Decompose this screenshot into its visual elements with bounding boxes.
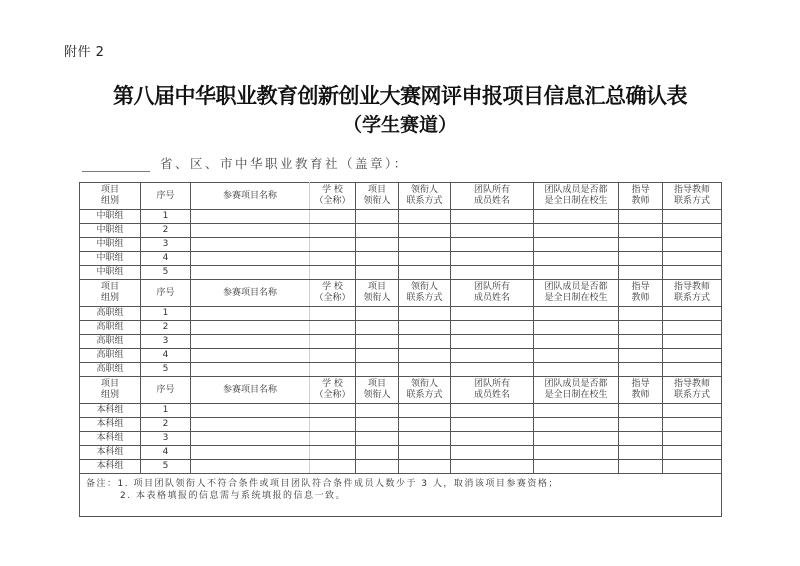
- cell-advisor-contact-input[interactable]: [663, 238, 722, 252]
- cell-advisor-input[interactable]: [619, 210, 663, 224]
- cell-leader-contact-input[interactable]: [399, 321, 451, 335]
- remarks-cell: [80, 474, 722, 517]
- header-seq: 序号: [141, 280, 191, 307]
- cell-project-name-input[interactable]: [191, 363, 310, 377]
- cell-seq: 4: [141, 349, 191, 363]
- cell-members-input[interactable]: [451, 238, 534, 252]
- cell-advisor-contact-input[interactable]: [663, 363, 722, 377]
- cell-project-name-input[interactable]: [191, 266, 310, 280]
- cell-fulltime-input[interactable]: [534, 446, 619, 460]
- cell-school-input[interactable]: [310, 432, 356, 446]
- attachment-label: 附件 2: [64, 45, 105, 60]
- cell-leader-input[interactable]: [356, 238, 399, 252]
- cell-members-input[interactable]: [451, 266, 534, 280]
- cell-group: 中职组: [80, 252, 141, 266]
- cell-fulltime-input[interactable]: [534, 418, 619, 432]
- province-line: [82, 154, 409, 172]
- header-advisor-contact: 指导教师 联系方式: [663, 280, 722, 307]
- cell-project-name-input[interactable]: [191, 307, 310, 321]
- cell-advisor-contact-input[interactable]: [663, 404, 722, 418]
- cell-advisor-contact-input[interactable]: [663, 252, 722, 266]
- cell-members-input[interactable]: [451, 363, 534, 377]
- cell-fulltime-input[interactable]: [534, 238, 619, 252]
- cell-advisor-input[interactable]: [619, 349, 663, 363]
- cell-project-name-input[interactable]: [191, 252, 310, 266]
- cell-advisor-input[interactable]: [619, 335, 663, 349]
- remarks-row: [80, 474, 722, 517]
- cell-advisor-contact-input[interactable]: [663, 307, 722, 321]
- header-seq: 序号: [141, 183, 191, 210]
- cell-leader-contact-input[interactable]: [399, 404, 451, 418]
- table-row: [80, 349, 722, 363]
- cell-seq: 1: [141, 404, 191, 418]
- table-row: [80, 363, 722, 377]
- cell-group: 高职组: [80, 335, 141, 349]
- cell-project-name-input[interactable]: [191, 418, 310, 432]
- header-members: 团队所有 成员姓名: [451, 377, 534, 404]
- cell-advisor-contact-input[interactable]: [663, 210, 722, 224]
- cell-school-input[interactable]: [310, 252, 356, 266]
- cell-advisor-input[interactable]: [619, 432, 663, 446]
- header-seq: 序号: [141, 377, 191, 404]
- header-project-name: 参赛项目名称: [191, 280, 310, 307]
- cell-leader-contact-input[interactable]: [399, 224, 451, 238]
- cell-leader-input[interactable]: [356, 446, 399, 460]
- cell-project-name-input[interactable]: [191, 335, 310, 349]
- cell-leader-contact-input[interactable]: [399, 307, 451, 321]
- cell-advisor-contact-input[interactable]: [663, 446, 722, 460]
- page-title: 第八届中华职业教育创新创业大赛网评申报项目信息汇总确认表: [113, 83, 687, 108]
- cell-group: 高职组: [80, 363, 141, 377]
- cell-advisor-contact-input[interactable]: [663, 418, 722, 432]
- header-leader: 项目 领衔人: [356, 377, 399, 404]
- cell-advisor-input[interactable]: [619, 321, 663, 335]
- cell-school-input[interactable]: [310, 446, 356, 460]
- cell-advisor-contact-input[interactable]: [663, 432, 722, 446]
- table-row: [80, 307, 722, 321]
- cell-group: 中职组: [80, 210, 141, 224]
- header-fulltime: 团队成员是否都 是全日制在校生: [534, 280, 619, 307]
- cell-group: 中职组: [80, 224, 141, 238]
- cell-group: 本科组: [80, 432, 141, 446]
- cell-advisor-contact-input[interactable]: [663, 460, 722, 474]
- cell-members-input[interactable]: [451, 321, 534, 335]
- cell-members-input[interactable]: [451, 335, 534, 349]
- header-leader: 项目 领衔人: [356, 183, 399, 210]
- table-row: [80, 460, 722, 474]
- cell-advisor-input[interactable]: [619, 363, 663, 377]
- cell-group: 本科组: [80, 460, 141, 474]
- header-advisor: 指导 教师: [619, 183, 663, 210]
- cell-members-input[interactable]: [451, 252, 534, 266]
- cell-fulltime-input[interactable]: [534, 224, 619, 238]
- cell-leader-contact-input[interactable]: [399, 335, 451, 349]
- cell-project-name-input[interactable]: [191, 446, 310, 460]
- summary-table: [79, 182, 722, 517]
- header-advisor-contact: 指导教师 联系方式: [663, 377, 722, 404]
- header-school: 学 校 （全称）: [310, 280, 356, 307]
- header-school: 学 校 （全称）: [310, 183, 356, 210]
- province-blank-field[interactable]: [82, 157, 150, 172]
- cell-group: 本科组: [80, 418, 141, 432]
- cell-leader-contact-input[interactable]: [399, 460, 451, 474]
- cell-school-input[interactable]: [310, 418, 356, 432]
- header-project-name: 参赛项目名称: [191, 377, 310, 404]
- header-row: [80, 377, 722, 404]
- cell-seq: 2: [141, 321, 191, 335]
- cell-advisor-input[interactable]: [619, 418, 663, 432]
- page-subtitle: （学生赛道）: [342, 114, 457, 136]
- cell-leader-contact-input[interactable]: [399, 446, 451, 460]
- cell-group: 本科组: [80, 404, 141, 418]
- cell-school-input[interactable]: [310, 335, 356, 349]
- cell-advisor-contact-input[interactable]: [663, 224, 722, 238]
- cell-advisor-input[interactable]: [619, 460, 663, 474]
- header-project-name: 参赛项目名称: [191, 183, 310, 210]
- table-row: [80, 446, 722, 460]
- cell-leader-contact-input[interactable]: [399, 210, 451, 224]
- cell-advisor-contact-input[interactable]: [663, 335, 722, 349]
- table-row: [80, 224, 722, 238]
- cell-leader-input[interactable]: [356, 321, 399, 335]
- cell-seq: 5: [141, 266, 191, 280]
- header-advisor: 指导 教师: [619, 280, 663, 307]
- table-body: [80, 183, 722, 517]
- cell-fulltime-input[interactable]: [534, 432, 619, 446]
- cell-leader-contact-input[interactable]: [399, 238, 451, 252]
- cell-seq: 5: [141, 363, 191, 377]
- cell-fulltime-input[interactable]: [534, 252, 619, 266]
- cell-leader-input[interactable]: [356, 210, 399, 224]
- cell-school-input[interactable]: [310, 307, 356, 321]
- cell-group: 高职组: [80, 349, 141, 363]
- cell-fulltime-input[interactable]: [534, 460, 619, 474]
- cell-fulltime-input[interactable]: [534, 210, 619, 224]
- header-leader-contact: 领衔人 联系方式: [399, 377, 451, 404]
- cell-members-input[interactable]: [451, 460, 534, 474]
- cell-fulltime-input[interactable]: [534, 404, 619, 418]
- header-fulltime: 团队成员是否都 是全日制在校生: [534, 377, 619, 404]
- table-row: [80, 321, 722, 335]
- cell-leader-contact-input[interactable]: [399, 266, 451, 280]
- cell-members-input[interactable]: [451, 224, 534, 238]
- cell-advisor-input[interactable]: [619, 446, 663, 460]
- cell-fulltime-input[interactable]: [534, 363, 619, 377]
- remarks-line-1: 备注：1. 项目团队领衔人不符合条件或项目团队符合条件成员人数少于 3 人，取消该项目参赛资格；: [86, 479, 559, 489]
- header-row: [80, 183, 722, 210]
- cell-seq: 4: [141, 252, 191, 266]
- cell-seq: 3: [141, 335, 191, 349]
- cell-leader-contact-input[interactable]: [399, 363, 451, 377]
- cell-members-input[interactable]: [451, 404, 534, 418]
- cell-advisor-input[interactable]: [619, 404, 663, 418]
- cell-leader-contact-input[interactable]: [399, 432, 451, 446]
- cell-advisor-input[interactable]: [619, 238, 663, 252]
- header-leader: 项目 领衔人: [356, 280, 399, 307]
- cell-school-input[interactable]: [310, 266, 356, 280]
- cell-project-name-input[interactable]: [191, 210, 310, 224]
- cell-fulltime-input[interactable]: [534, 307, 619, 321]
- cell-members-input[interactable]: [451, 446, 534, 460]
- cell-advisor-input[interactable]: [619, 307, 663, 321]
- cell-seq: 1: [141, 307, 191, 321]
- header-advisor-contact: 指导教师 联系方式: [663, 183, 722, 210]
- cell-school-input[interactable]: [310, 460, 356, 474]
- table-row: [80, 266, 722, 280]
- cell-advisor-contact-input[interactable]: [663, 321, 722, 335]
- header-group: 项目 组别: [80, 280, 141, 307]
- cell-leader-input[interactable]: [356, 404, 399, 418]
- header-group: 项目 组别: [80, 183, 141, 210]
- cell-group: 中职组: [80, 238, 141, 252]
- cell-leader-input[interactable]: [356, 335, 399, 349]
- header-school: 学 校 （全称）: [310, 377, 356, 404]
- cell-project-name-input[interactable]: [191, 224, 310, 238]
- cell-school-input[interactable]: [310, 238, 356, 252]
- cell-project-name-input[interactable]: [191, 321, 310, 335]
- cell-leader-contact-input[interactable]: [399, 252, 451, 266]
- cell-advisor-input[interactable]: [619, 266, 663, 280]
- cell-project-name-input[interactable]: [191, 460, 310, 474]
- cell-leader-input[interactable]: [356, 460, 399, 474]
- cell-seq: 3: [141, 238, 191, 252]
- header-leader-contact: 领衔人 联系方式: [399, 280, 451, 307]
- table-row: [80, 432, 722, 446]
- table-row: [80, 238, 722, 252]
- cell-leader-input[interactable]: [356, 266, 399, 280]
- cell-leader-input[interactable]: [356, 432, 399, 446]
- cell-leader-contact-input[interactable]: [399, 418, 451, 432]
- header-fulltime: 团队成员是否都 是全日制在校生: [534, 183, 619, 210]
- cell-seq: 1: [141, 210, 191, 224]
- cell-advisor-input[interactable]: [619, 252, 663, 266]
- cell-group: 本科组: [80, 446, 141, 460]
- cell-leader-contact-input[interactable]: [399, 349, 451, 363]
- header-group: 项目 组别: [80, 377, 141, 404]
- cell-school-input[interactable]: [310, 210, 356, 224]
- cell-leader-input[interactable]: [356, 363, 399, 377]
- cell-seq: 5: [141, 460, 191, 474]
- cell-leader-input[interactable]: [356, 224, 399, 238]
- cell-school-input[interactable]: [310, 363, 356, 377]
- cell-group: 高职组: [80, 307, 141, 321]
- cell-seq: 3: [141, 432, 191, 446]
- cell-members-input[interactable]: [451, 307, 534, 321]
- remarks-line-2: 2. 本表格填报的信息需与系统填报的信息一致。: [120, 491, 346, 501]
- cell-fulltime-input[interactable]: [534, 266, 619, 280]
- cell-members-input[interactable]: [451, 210, 534, 224]
- cell-seq: 4: [141, 446, 191, 460]
- cell-advisor-contact-input[interactable]: [663, 349, 722, 363]
- cell-school-input[interactable]: [310, 321, 356, 335]
- cell-fulltime-input[interactable]: [534, 321, 619, 335]
- cell-advisor-contact-input[interactable]: [663, 266, 722, 280]
- cell-school-input[interactable]: [310, 404, 356, 418]
- cell-leader-input[interactable]: [356, 307, 399, 321]
- header-members: 团队所有 成员姓名: [451, 280, 534, 307]
- cell-fulltime-input[interactable]: [534, 349, 619, 363]
- cell-seq: 2: [141, 418, 191, 432]
- cell-project-name-input[interactable]: [191, 432, 310, 446]
- table-row: [80, 404, 722, 418]
- header-members: 团队所有 成员姓名: [451, 183, 534, 210]
- table-row: [80, 418, 722, 432]
- cell-seq: 2: [141, 224, 191, 238]
- cell-project-name-input[interactable]: [191, 404, 310, 418]
- header-row: [80, 280, 722, 307]
- cell-project-name-input[interactable]: [191, 349, 310, 363]
- cell-members-input[interactable]: [451, 418, 534, 432]
- province-label: 省、区、市中华职业教育社（盖章）：: [160, 156, 409, 171]
- header-advisor: 指导 教师: [619, 377, 663, 404]
- table-row: [80, 252, 722, 266]
- table-row: [80, 210, 722, 224]
- cell-project-name-input[interactable]: [191, 238, 310, 252]
- cell-leader-input[interactable]: [356, 349, 399, 363]
- cell-advisor-input[interactable]: [619, 224, 663, 238]
- header-leader-contact: 领衔人 联系方式: [399, 183, 451, 210]
- table-row: [80, 335, 722, 349]
- cell-group: 高职组: [80, 321, 141, 335]
- cell-members-input[interactable]: [451, 432, 534, 446]
- cell-leader-input[interactable]: [356, 418, 399, 432]
- cell-members-input[interactable]: [451, 349, 534, 363]
- cell-fulltime-input[interactable]: [534, 335, 619, 349]
- cell-school-input[interactable]: [310, 349, 356, 363]
- cell-school-input[interactable]: [310, 224, 356, 238]
- cell-group: 中职组: [80, 266, 141, 280]
- cell-leader-input[interactable]: [356, 252, 399, 266]
